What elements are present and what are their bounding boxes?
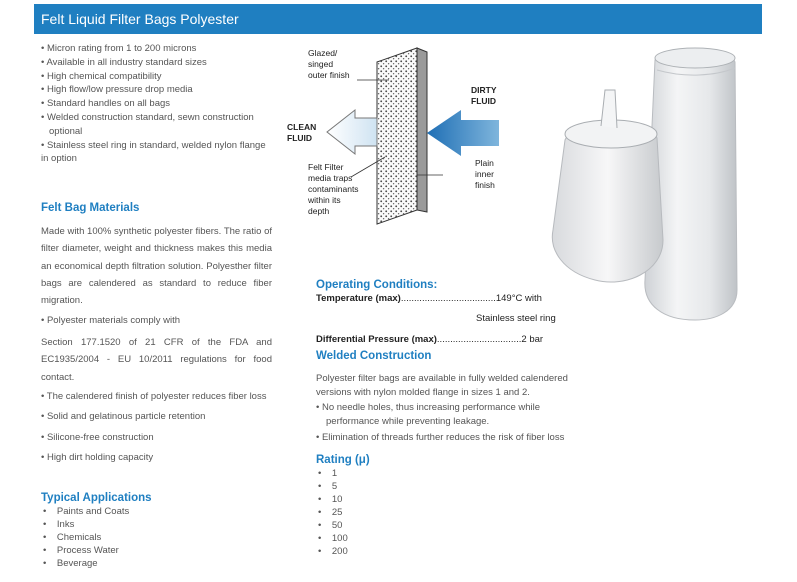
materials-regulation: Section 177.1520 of 21 CFR of the FDA and EC1935/2004 - EU 10/2011 regulations for food contact. [41, 337, 272, 383]
welded-paragraph: Polyester filter bags are available in fully welded calendered versions with nylon molded flange in sizes 1 and 2. [316, 373, 568, 398]
felt-media-front [377, 48, 417, 224]
list-item: • Beverage [43, 558, 98, 569]
list-item: • 10 [318, 494, 343, 505]
filter-bags-image [545, 40, 745, 340]
bag-handle [601, 90, 617, 128]
list-item: • Process Water [43, 545, 119, 556]
dirty-fluid-arrow [427, 110, 499, 156]
page-title: Felt Liquid Filter Bags Polyester [41, 11, 239, 27]
welded-heading: Welded Construction [316, 350, 432, 362]
list-item: • 200 [318, 546, 348, 557]
materials-bullet: • High dirt holding capacity [41, 452, 154, 463]
welded-bullet: • No needle holes, thus increasing performance while [316, 402, 541, 413]
clean-fluid-arrow [327, 110, 377, 154]
list-item: • 1 [318, 468, 338, 479]
list-item: • 100 [318, 533, 348, 544]
title-banner [34, 4, 762, 34]
list-item: • Standard handles on all bags [41, 98, 171, 110]
pressure-row: Differential Pressure (max)................................2 bar [316, 334, 544, 345]
list-item: • Available in all industry standard sizes [41, 56, 207, 68]
list-item: • High chemical compatibility [41, 70, 162, 82]
list-item: • 50 [318, 520, 343, 531]
rating-heading: Rating (μ) [316, 454, 370, 466]
felt-media-label: Felt Filter media traps contaminants within its depth [308, 162, 359, 216]
materials-bullet: • The calendered finish of polyester reduces fiber loss [41, 391, 267, 402]
list-item: • 5 [318, 481, 338, 492]
list-item: • High flow/low pressure drop media [41, 84, 193, 96]
list-item: • Welded construction standard, sewn construction [41, 111, 254, 123]
welded-bullet: • Elimination of threads further reduces the risk of fiber loss [316, 432, 565, 443]
felt-media-side [417, 48, 427, 212]
tall-bag-ring [655, 48, 735, 68]
feature-list [41, 42, 281, 166]
applications-list [43, 505, 129, 570]
list-item: • Stainless steel ring in standard, welded nylon flange [41, 139, 266, 151]
temperature-row: Temperature (max)....................................149°C with [316, 293, 542, 304]
list-item: • 25 [318, 507, 343, 518]
operating-heading: Operating Conditions: [316, 279, 438, 291]
list-item: • Micron rating from 1 to 200 microns [41, 43, 197, 54]
materials-comply: • Polyester materials comply with [41, 315, 181, 326]
glazed-label: Glazed/ singed outer finish [308, 48, 350, 80]
materials-heading: Felt Bag Materials [41, 202, 140, 214]
list-item: in option [41, 153, 77, 165]
plain-inner-label: Plain inner finish [475, 158, 495, 190]
list-item: • Chemicals [43, 532, 102, 543]
materials-bullet: • Solid and gelatinous particle retention [41, 411, 206, 422]
clean-fluid-label: CLEAN FLUID [287, 122, 317, 143]
list-item: • Inks [43, 519, 75, 530]
welded-bullet-continuation: performance while preventing leakage. [326, 416, 490, 427]
rating-list [318, 467, 348, 558]
dirty-fluid-label: DIRTY FLUID [471, 85, 497, 106]
applications-heading: Typical Applications [41, 492, 152, 504]
materials-paragraph: Made with 100% synthetic polyester fibers. The ratio of filter diameter, weight and thickness makes this media an economical depth filtration solution. Polyesther filter bags are calendered as standard to reduce fiber migration. [41, 226, 272, 307]
list-item: optional [49, 125, 83, 137]
list-item: • Paints and Coats [43, 506, 130, 517]
temperature-note: Stainless steel ring [476, 313, 556, 324]
materials-bullet: • Silicone-free construction [41, 432, 154, 443]
